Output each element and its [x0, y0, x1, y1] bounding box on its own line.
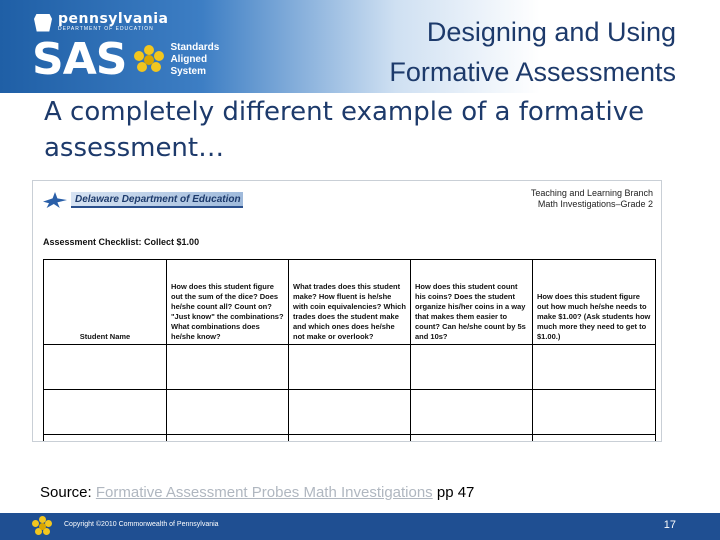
assessment-checklist-table — [43, 259, 656, 442]
source-label: Source: — [40, 484, 96, 501]
table-row — [44, 345, 656, 390]
slide-title-line2: Formative Assessments — [389, 57, 676, 87]
column-header: How does this student figure out the sum of the dice? Does he/she count all? Count on? "Just know" the combinations? What combinations does he/she know? — [167, 260, 289, 345]
header-banner — [0, 0, 720, 93]
footer-bar — [0, 513, 720, 540]
column-header: How does this student count his coins? Does the student organize his/her coins in a way that makes them easier to count? Can he/she count by 5s and 10s? — [411, 260, 533, 345]
assessment-document-image — [32, 180, 662, 442]
sas-logo — [32, 34, 220, 85]
table-row — [44, 435, 656, 443]
logo-word-system: System — [170, 66, 207, 77]
star-icon — [43, 190, 69, 210]
column-header: What trades does this student make? How fluent is he/she with coin equivalencies? Which trades does the student make and which ones does he/she not make or overlook? — [289, 260, 411, 345]
table-header-row — [44, 260, 656, 345]
checklist-title: Assessment Checklist: Collect $1.00 — [43, 237, 200, 247]
source-pages: pp 47 — [432, 484, 475, 501]
page-number: 17 — [663, 519, 676, 531]
table-row — [44, 390, 656, 435]
state-name: pennsylvania — [58, 11, 169, 27]
slide-title-line1: Designing and Using — [426, 17, 676, 47]
department-name: DEPARTMENT OF EDUCATION — [58, 26, 154, 32]
logo-word-aligned: Aligned — [170, 54, 208, 65]
logo-word-standards: Standards — [170, 42, 220, 53]
flower-icon — [134, 45, 164, 75]
slide-subtitle: A completely different example of a formative assessment… — [44, 97, 645, 163]
keystone-icon — [34, 14, 52, 32]
delaware-logo-text: Delaware Department of Education — [75, 193, 241, 205]
pennsylvania-logo — [34, 12, 169, 33]
branch-line2: Math Investigations–Grade 2 — [537, 199, 653, 209]
footer-flower-icon — [32, 516, 52, 536]
column-header: How does this student figure out how much he/she needs to make $1.00? (Ask students how much more they need to get to $1.00.) — [533, 260, 656, 345]
sas-wordmark: SAS — [32, 34, 127, 85]
branch-info — [531, 188, 653, 210]
branch-line1: Teaching and Learning Branch — [530, 188, 653, 198]
source-link[interactable]: Formative Assessment Probes Math Investigations — [95, 484, 433, 501]
column-header: Student Name — [44, 260, 167, 345]
copyright-text: Copyright ©2010 Commonwealth of Pennsylvania — [64, 521, 219, 528]
slide-title — [389, 12, 676, 92]
source-citation — [40, 484, 474, 501]
delaware-logo — [43, 189, 243, 211]
